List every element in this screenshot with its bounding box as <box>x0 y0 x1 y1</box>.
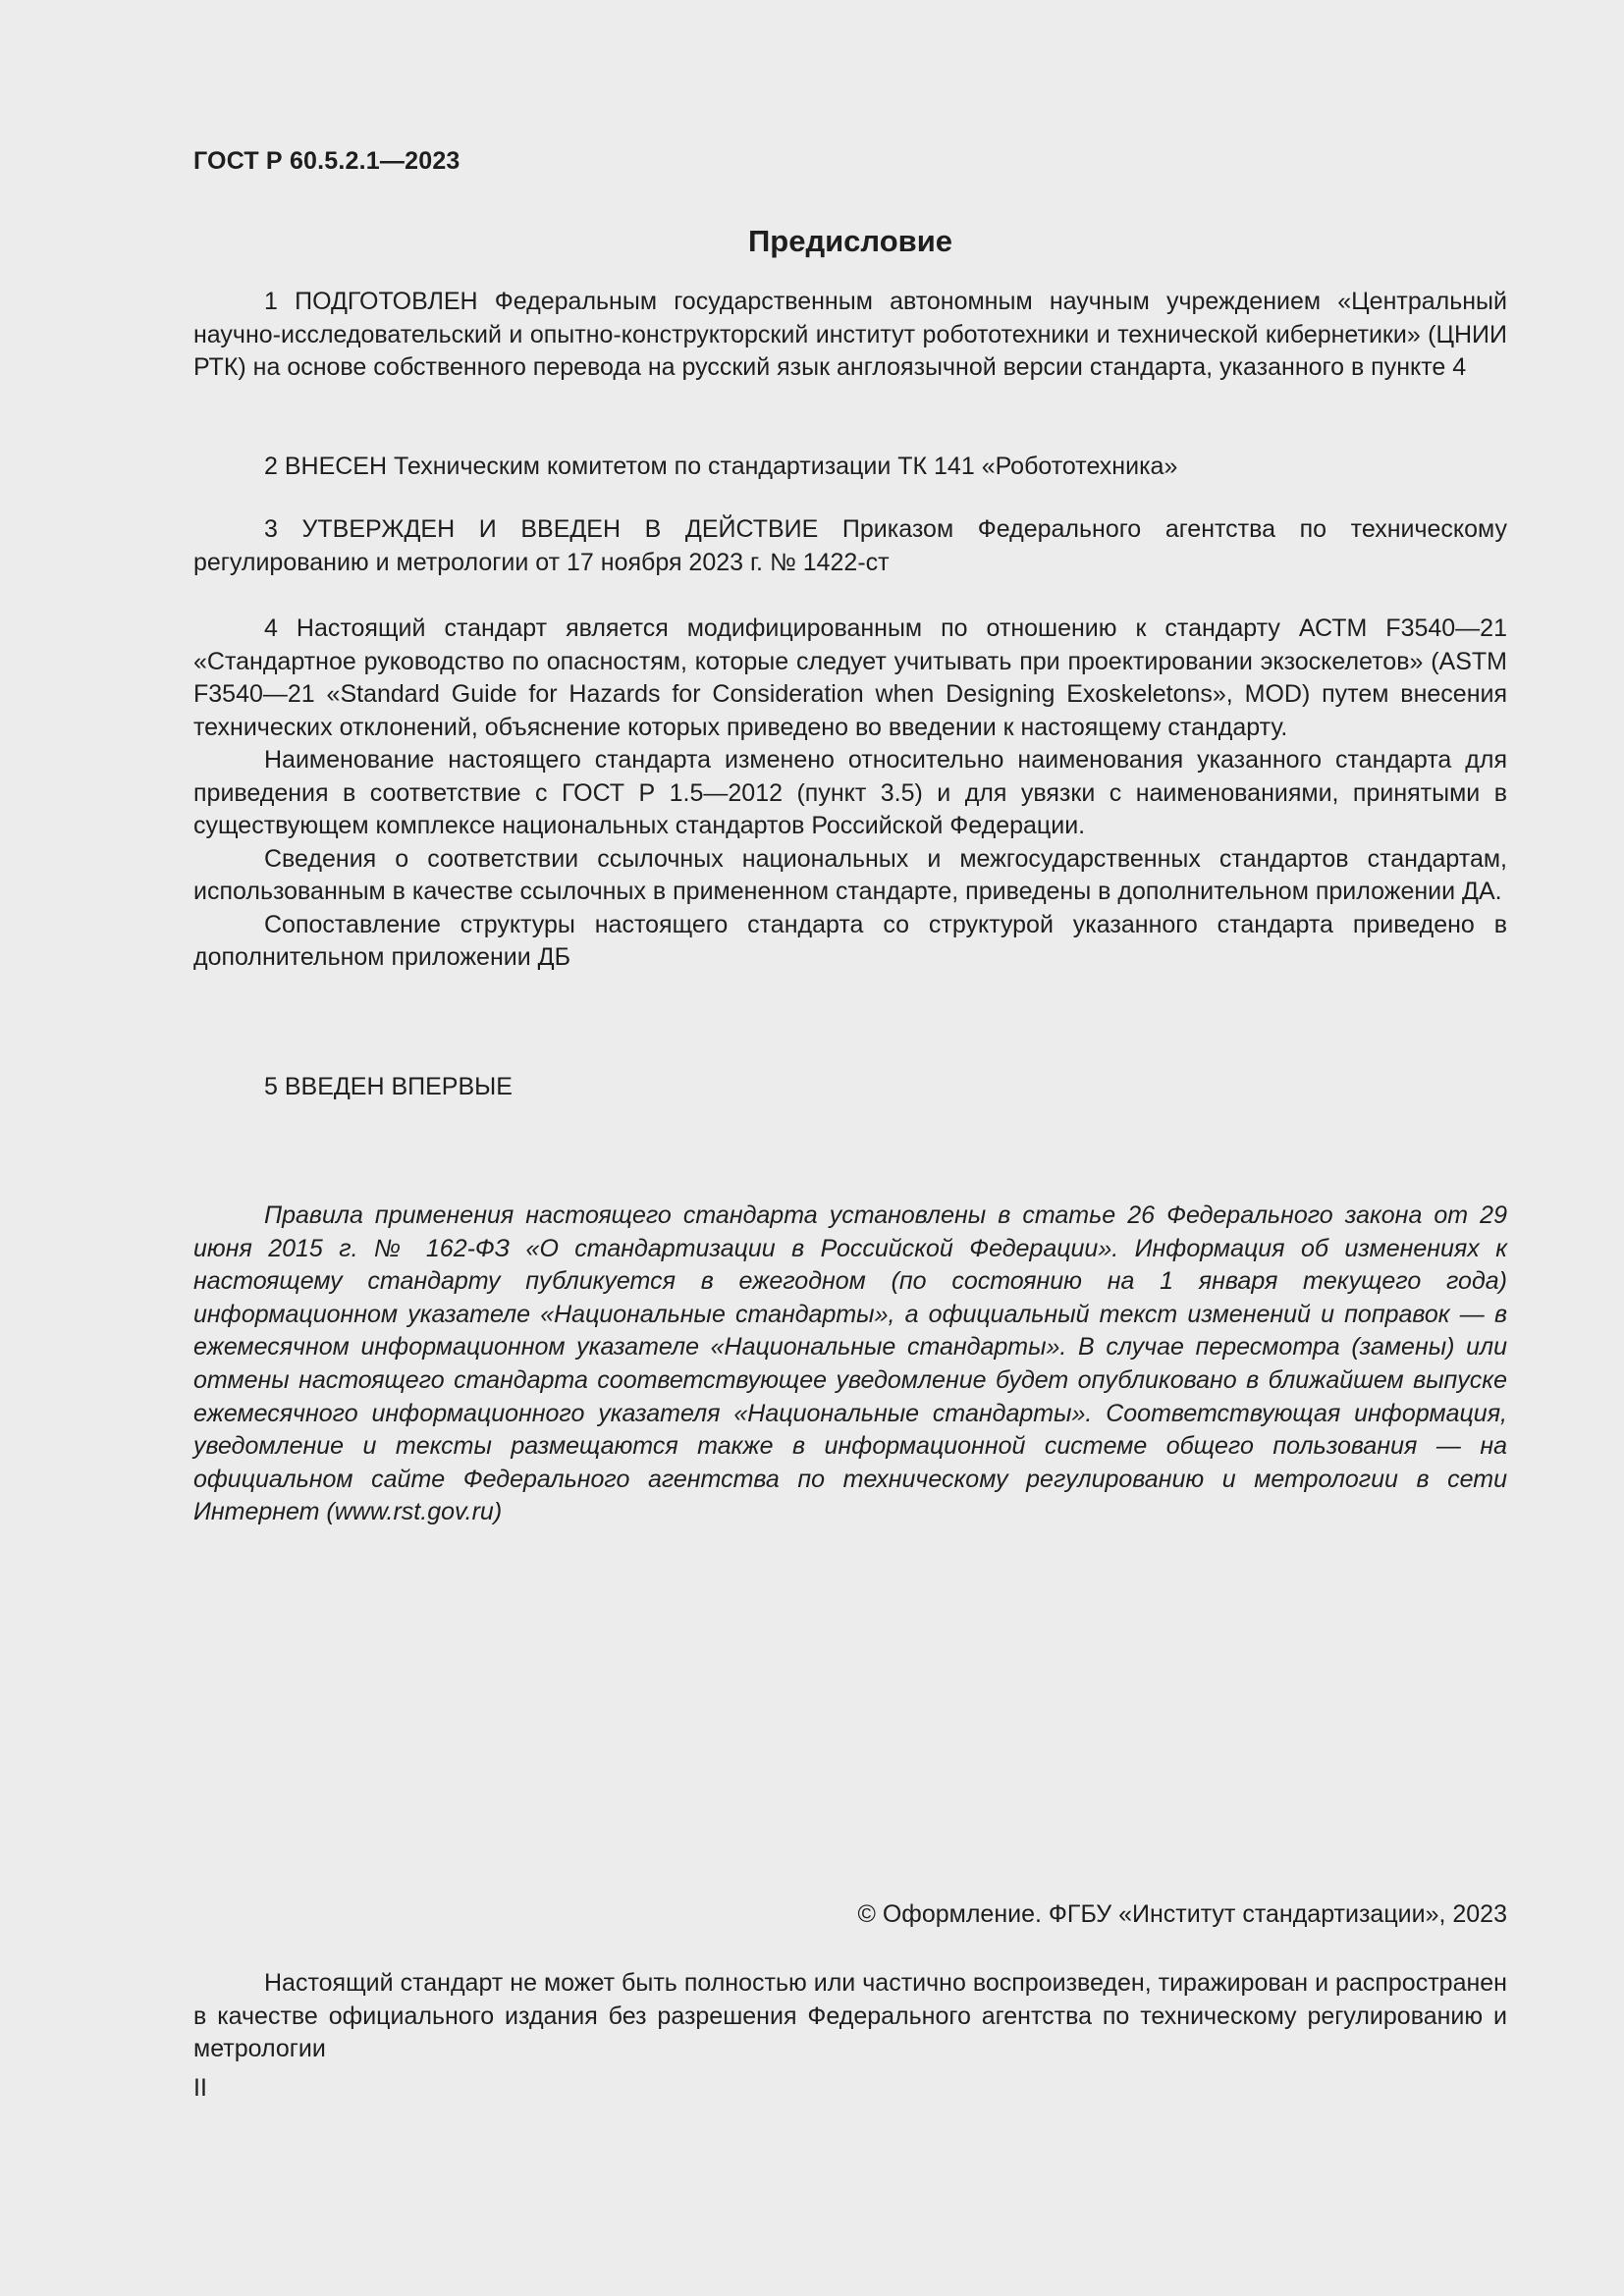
page-title: Предисловие <box>747 224 952 258</box>
foreword-item-4-paragraph-1: 4 Настоящий стандарт является модифицированным по отношению к стандарту АСТМ F3540—21 «Стандартное руководство по опасностям, которые следует учитывать при проектировании экзоскелетов» (ASTM F3540—21 «Standard Guide for Hazards for Consideration when Designing Exoskeletons», MOD) путем внесения технических отклонений, объяснение которых приведено во введении к настоящему стандарту. <box>193 614 1507 741</box>
notice-text: Правила применения настоящего стандарта установлены в статье 26 Федерального закона от 29 июня 2015 г. № 162-ФЗ «О стандартизации в Российской Федерации». Информация об изменениях к настоящему стандарту публикуется в ежегодном (по состоянию на 1 января текущего года) информационном указателе «Национальные стандарты», а официальный текст изменений и поправок — в ежемесячном информационном указателе «Национальные стандарты». В случае пересмотра (замены) или отмены настоящего стандарта соответствующее уведомление будет опубликовано в ближайшем выпуске ежемесячного информационного указателя «Национальные стандарты». Соответствующая информация, уведомление и тексты размещаются также в информационной системе общего пользования — на официальном сайте Федерального агентства по техническому регулированию и метрологии в сети Интернет (www.rst.gov.ru) <box>193 1201 1507 1526</box>
foreword-item-4-paragraph-4: Сопоставление структуры настоящего стандарта со структурой указанного стандарта приведено в дополнительном приложении ДБ <box>193 910 1507 971</box>
application-rules-notice <box>193 1200 1507 1529</box>
copyright-line: © Оформление. ФГБУ «Институт стандартизации», 2023 <box>857 1900 1507 1928</box>
foreword-item-2 <box>193 451 1507 484</box>
foreword-item-4-paragraph-3: Сведения о соответствии ссылочных национальных и межгосударственных стандартов стандартам, использованным в качестве ссылочных в примененном стандарте, приведены в дополнительном приложении ДА. <box>193 844 1507 905</box>
foreword-item-1-text: 1 ПОДГОТОВЛЕН Федеральным государственным автономным научным учреждением «Центральный научно-исследовательский и опытно-конструкторский институт робототехники и технической кибернетики» (ЦНИИ РТК) на основе собственного перевода на русский язык англоязычной версии стандарта, указанного в пункте 4 <box>193 288 1507 381</box>
foreword-item-2-text: 2 ВНЕСЕН Техническим комитетом по стандартизации ТК 141 «Робототехника» <box>264 453 1178 480</box>
foreword-item-3 <box>193 513 1507 579</box>
foreword-item-1 <box>193 286 1507 385</box>
foreword-item-5 <box>193 1071 1507 1104</box>
foreword-item-5-text: 5 ВВЕДЕН ВПЕРВЫЕ <box>264 1073 513 1100</box>
foreword-item-4 <box>193 613 1507 975</box>
document-code: ГОСТ Р 60.5.2.1—2023 <box>193 147 460 175</box>
foreword-item-4-paragraph-2: Наименование настоящего стандарта изменено относительно наименования указанного стандарта для приведения в соответствие с ГОСТ Р 1.5—2012 (пункт 3.5) и для увязки с наименованиями, принятыми в существующем комплексе национальных стандартов Российской Федерации. <box>193 746 1507 839</box>
page-number: II <box>193 2074 207 2102</box>
disclaimer-text: Настоящий стандарт не может быть полностью или частично воспроизведен, тиражирован и распространен в качестве официального издания без разрешения Федерального агентства по техническому регулированию и метрологии <box>193 1969 1507 2062</box>
reproduction-disclaimer <box>193 1967 1507 2066</box>
foreword-item-3-text: 3 УТВЕРЖДЕН И ВВЕДЕН В ДЕЙСТВИЕ Приказом Федерального агентства по техническому регулированию и метрологии от 17 ноября 2023 г. № 1422-ст <box>193 515 1507 576</box>
